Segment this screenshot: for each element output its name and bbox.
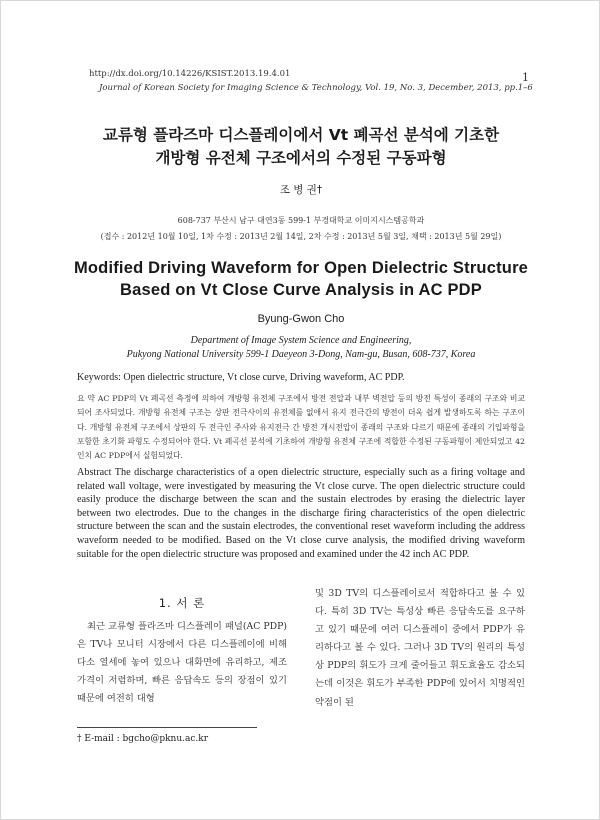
english-author: Byung-Gwon Cho [257,313,345,325]
section-heading: 1. 서 론 [158,596,206,610]
body-left-column: 최근 교류형 플라즈마 디스플레이 패널(AC PDP)은 TV나 모니터 시장에서 다른 디스플레이에 비해 다소 열세에 놓여 있으나 대화면에 유리하고, 제조 가격이 저렴하며, 빠른 응답속도 등의 장점이 있기 때문에 여전히 대형 [77,621,287,705]
doi-link[interactable]: http://dx.doi.org/10.14226/KSIST.2013.19.4.01 [89,69,291,79]
korean-title-line-2: 개방형 유전체 구조에서의 수정된 구동파형 [155,149,447,167]
english-title-line-2: Based on Vt Close Curve Analysis in AC PDP [119,281,483,299]
keywords: Keywords: Open dielectric structure, Vt close curve, Driving waveform, AC PDP. [77,372,405,383]
journal-citation: Journal of Korean Society for Imaging Science & Technology, Vol. 19, No. 3, December, 2013, pp.1–6 [99,83,533,93]
korean-abstract: 요 약 AC PDP의 Vt 폐곡선 측정에 의하여 개방형 유전체 구조에서 방전 전압과 내부 벽전압 등의 방전 특성이 종래의 구조와 비교되어 조사되었다. 개방형 유전체 구조는 상판 전극사이의 유전체를 없애서 유지 전극간의 방전이 더욱 쉽게 발생하도록 하는 구조이다. 개방형 유전체 구조에서 상판의 두 전극인 주사와 유지전극 간 방전 개시전압이 종래의 구조와 다르기 때문에 종래의 기입파형을 포함한 초기화 파형도 수정되어야 한다. Vt 폐곡선 분석에 기초하여 개방형 유전체 구조에 적합한 수정된 구동파형이 제안되었고 42인치 AC PDP에서 실험되었다. [77,394,525,461]
affiliation-line-1: Department of Image System Science and Engineering, [190,335,412,346]
affiliation-line-2: Pukyong National University 599-1 Daeyeon 3-Dong, Nam-gu, Busan, 608-737, Korea [126,349,476,360]
korean-title-line-1: 교류형 플라즈마 디스플레이에서 Vt 폐곡선 분석에 기초한 [102,126,500,144]
korean-address: 608-737 부산시 남구 대연3동 599-1 부경대학교 이미지시스템공학과 [177,216,425,225]
body-right-column: 및 3D TV의 디스플레이로서 적합하다고 볼 수 있다. 특히 3D TV는 특성상 빠른 응답속도를 요구하고 있기 때문에 여러 디스플레이 중에서 PDP가 유리하다고 볼 수 있다. 그러나 3D TV의 원리의 특성상 PDP의 휘도가 크게 줄어들고 휘도효율도 감소되는데 이것은 휘도가 부족한 PDP에 있어서 치명적인 약점이 된 [315,588,525,708]
english-title-line-1: Modified Driving Waveform for Open Dielectric Structure [73,259,529,277]
page-number: 1 [522,71,529,84]
english-abstract: Abstract The discharge characteristics of a open dielectric structure, especially such as a firing voltage and related wall voltage, were investigated by measuring the Vt close curve. The open dielectric structure could easily produce the discharge between the scan and the sustain electrodes by erasing the dielectric layer between two electrodes. Due to the changes in the discharge firing characteristics of the open dielectric structure between the scan and the sustain electrodes, the conventional reset waveform including the address waveform needed to be modified. Based on the Vt close curve analysis, the modified driving waveform suitable for the open dielectric structure was proposed and examined under the 42 inch AC PDP. [77,467,525,560]
footnote-divider [77,727,257,728]
submission-dates: (접수 : 2012년 10월 10일, 1차 수정 : 2013년 2월 14일, 2차 수정 : 2013년 5월 3일, 채택 : 2013년 5월 29일) [100,232,502,241]
korean-author: 조 병 권† [279,184,323,196]
footnote-email: † E-mail : bgcho@pknu.ac.kr [77,734,209,744]
